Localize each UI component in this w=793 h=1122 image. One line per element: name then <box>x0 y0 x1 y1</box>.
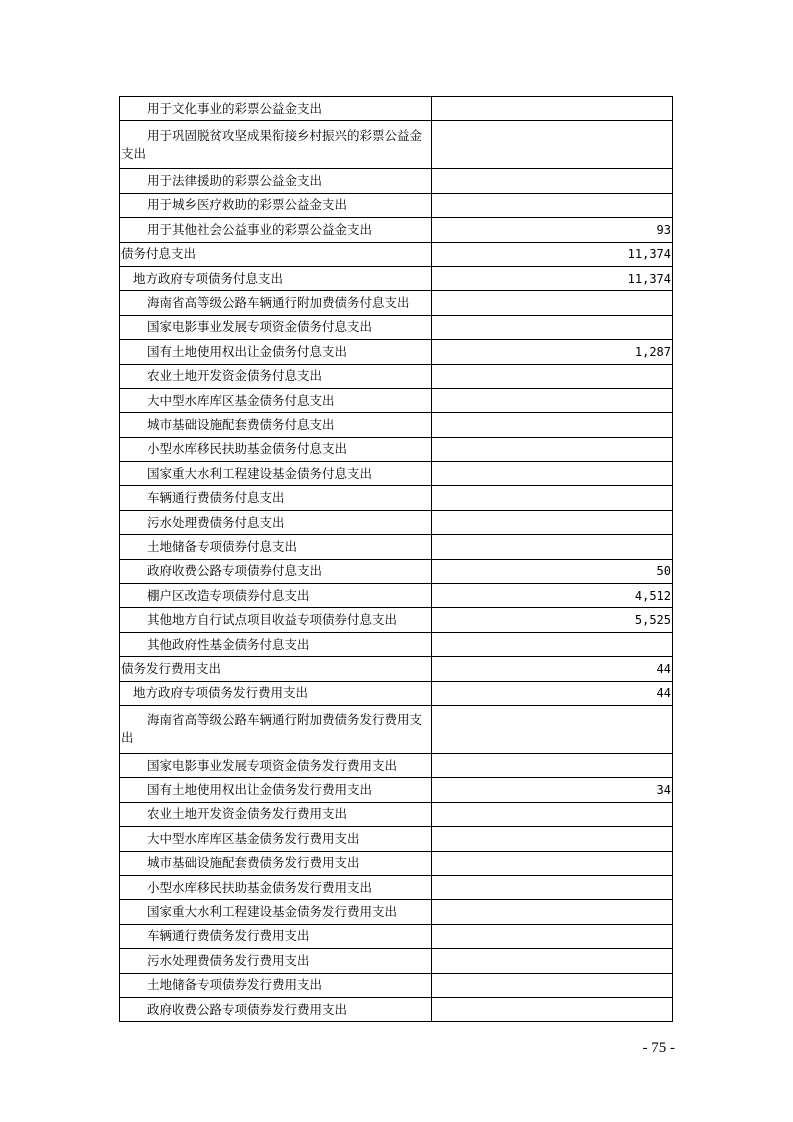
table-row <box>120 535 673 559</box>
item-amount <box>432 900 673 924</box>
item-amount: 44 <box>432 657 673 681</box>
table-row <box>120 973 673 997</box>
item-name: 土地储备专项债券付息支出 <box>120 535 432 559</box>
item-amount <box>432 510 673 534</box>
item-amount <box>432 949 673 973</box>
table-row <box>120 266 673 290</box>
item-name: 用于巩固脱贫攻坚成果衔接乡村振兴的彩票公益金支出 <box>120 121 432 169</box>
item-name: 国有土地使用权出让金债务付息支出 <box>120 340 432 364</box>
item-amount <box>432 997 673 1021</box>
item-amount <box>432 413 673 437</box>
item-amount <box>432 315 673 339</box>
table-row <box>120 486 673 510</box>
item-name: 土地储备专项债券发行费用支出 <box>120 973 432 997</box>
table-row <box>120 632 673 656</box>
item-name: 小型水库移民扶助基金债务付息支出 <box>120 437 432 461</box>
item-name: 车辆通行费债务付息支出 <box>120 486 432 510</box>
table-row <box>120 340 673 364</box>
item-amount: 1,287 <box>432 340 673 364</box>
table-row <box>120 705 673 753</box>
item-name: 用于城乡医疗救助的彩票公益金支出 <box>120 193 432 217</box>
table-row <box>120 753 673 777</box>
item-name: 用于法律援助的彩票公益金支出 <box>120 169 432 193</box>
table-row <box>120 608 673 632</box>
table-row <box>120 924 673 948</box>
item-name: 其他政府性基金债务付息支出 <box>120 632 432 656</box>
table-row <box>120 193 673 217</box>
table-row <box>120 778 673 802</box>
item-amount <box>432 364 673 388</box>
table-row <box>120 169 673 193</box>
item-amount <box>432 462 673 486</box>
item-amount <box>432 632 673 656</box>
page-number: - 75 - <box>642 1040 675 1056</box>
table-row <box>120 900 673 924</box>
item-amount: 11,374 <box>432 266 673 290</box>
item-name: 政府收费公路专项债券付息支出 <box>120 559 432 583</box>
item-name: 其他地方自行试点项目收益专项债券付息支出 <box>120 608 432 632</box>
table-row <box>120 242 673 266</box>
expenditure-table <box>119 96 673 1022</box>
item-name: 政府收费公路专项债券发行费用支出 <box>120 997 432 1021</box>
item-name: 海南省高等级公路车辆通行附加费债务付息支出 <box>120 291 432 315</box>
item-amount <box>432 437 673 461</box>
item-name: 国家电影事业发展专项资金债务付息支出 <box>120 315 432 339</box>
expenditure-table-body <box>120 97 673 1022</box>
item-name: 用于其他社会公益事业的彩票公益金支出 <box>120 218 432 242</box>
item-amount <box>432 753 673 777</box>
table-row <box>120 97 673 121</box>
item-amount <box>432 97 673 121</box>
table-row <box>120 121 673 169</box>
table-row <box>120 413 673 437</box>
item-name: 债务付息支出 <box>120 242 432 266</box>
table-row <box>120 291 673 315</box>
item-amount <box>432 291 673 315</box>
table-row <box>120 681 673 705</box>
table-row <box>120 827 673 851</box>
table-row <box>120 584 673 608</box>
item-name: 地方政府专项债务付息支出 <box>120 266 432 290</box>
table-row <box>120 218 673 242</box>
item-name: 污水处理费债务付息支出 <box>120 510 432 534</box>
item-amount <box>432 388 673 412</box>
table-row <box>120 510 673 534</box>
item-amount <box>432 802 673 826</box>
item-name: 国有土地使用权出让金债务发行费用支出 <box>120 778 432 802</box>
item-name: 用于文化事业的彩票公益金支出 <box>120 97 432 121</box>
item-amount: 11,374 <box>432 242 673 266</box>
item-amount <box>432 121 673 169</box>
item-name: 国家电影事业发展专项资金债务发行费用支出 <box>120 753 432 777</box>
item-name: 农业土地开发资金债务付息支出 <box>120 364 432 388</box>
item-name: 国家重大水利工程建设基金债务发行费用支出 <box>120 900 432 924</box>
table-row <box>120 997 673 1021</box>
item-name: 国家重大水利工程建设基金债务付息支出 <box>120 462 432 486</box>
item-name: 城市基础设施配套费债务发行费用支出 <box>120 851 432 875</box>
item-name: 小型水库移民扶助基金债务发行费用支出 <box>120 875 432 899</box>
item-amount: 44 <box>432 681 673 705</box>
item-name: 棚户区改造专项债券付息支出 <box>120 584 432 608</box>
table-row <box>120 802 673 826</box>
item-name: 农业土地开发资金债务发行费用支出 <box>120 802 432 826</box>
table-row <box>120 949 673 973</box>
item-amount <box>432 486 673 510</box>
item-amount: 5,525 <box>432 608 673 632</box>
item-amount <box>432 535 673 559</box>
item-amount <box>432 973 673 997</box>
item-amount <box>432 705 673 753</box>
item-name: 海南省高等级公路车辆通行附加费债务发行费用支出 <box>120 705 432 753</box>
table-row <box>120 437 673 461</box>
item-name: 大中型水库库区基金债务付息支出 <box>120 388 432 412</box>
item-amount <box>432 827 673 851</box>
item-name: 车辆通行费债务发行费用支出 <box>120 924 432 948</box>
table-row <box>120 315 673 339</box>
item-amount: 4,512 <box>432 584 673 608</box>
item-amount <box>432 193 673 217</box>
item-name: 债务发行费用支出 <box>120 657 432 681</box>
item-name: 污水处理费债务发行费用支出 <box>120 949 432 973</box>
item-amount <box>432 851 673 875</box>
item-amount: 50 <box>432 559 673 583</box>
table-row <box>120 657 673 681</box>
table-row <box>120 875 673 899</box>
table-row <box>120 364 673 388</box>
table-row <box>120 559 673 583</box>
item-amount: 93 <box>432 218 673 242</box>
item-name: 地方政府专项债务发行费用支出 <box>120 681 432 705</box>
item-name: 大中型水库库区基金债务发行费用支出 <box>120 827 432 851</box>
item-name: 城市基础设施配套费债务付息支出 <box>120 413 432 437</box>
item-amount: 34 <box>432 778 673 802</box>
table-row <box>120 388 673 412</box>
item-amount <box>432 875 673 899</box>
item-amount <box>432 169 673 193</box>
table-row <box>120 851 673 875</box>
item-amount <box>432 924 673 948</box>
table-row <box>120 462 673 486</box>
